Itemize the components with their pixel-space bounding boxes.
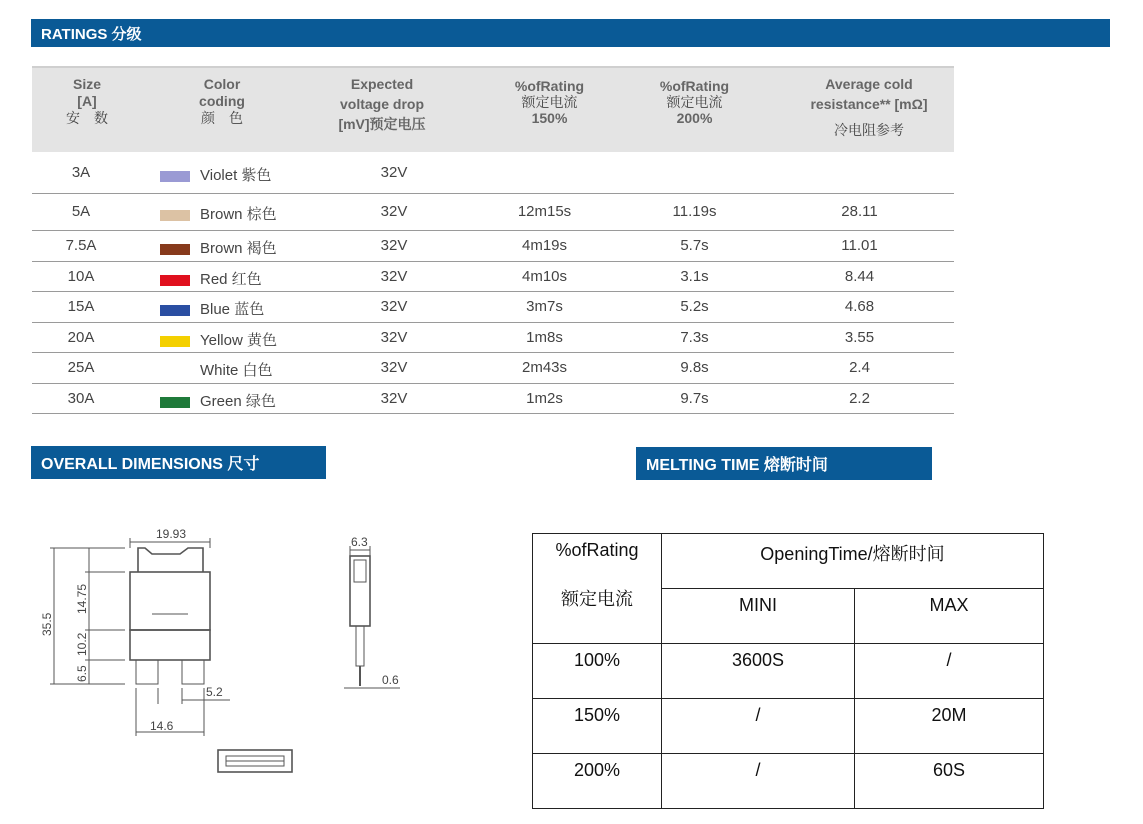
rating-200-time: 7.3s — [680, 329, 709, 346]
melt-max: 20M — [855, 699, 1044, 754]
rating-color — [160, 329, 277, 350]
ratings-row — [32, 194, 954, 231]
melt-min: / — [662, 754, 855, 809]
color-name: Green 绿色 — [200, 393, 276, 410]
rating-200-time: 5.2s — [680, 298, 709, 315]
dimensions-title: OVERALL DIMENSIONS 尺寸 — [31, 446, 326, 479]
ratings-rows — [32, 152, 954, 414]
dimensions-drawing — [40, 518, 440, 780]
melt-min-header: MINI — [662, 589, 855, 644]
rating-size: 20A — [67, 329, 95, 346]
melt-opening-header: OpeningTime/熔断时间 — [662, 534, 1044, 589]
rating-200-time: 5.7s — [680, 237, 709, 254]
header-r150-cn: 额定电流 — [521, 94, 578, 110]
ratings-row — [32, 292, 954, 323]
header-voltage-line3: [mV]预定电压 — [338, 116, 426, 132]
header-rating-150 — [487, 78, 612, 126]
rating-voltage: 32V — [380, 298, 408, 315]
melt-rating: 100% — [533, 644, 662, 699]
rating-resistance: 4.68 — [844, 298, 875, 315]
header-size-line1: Size — [72, 76, 101, 92]
dim-height-body: 14.75 — [75, 583, 89, 614]
rating-200-time: 9.7s — [680, 390, 709, 407]
rating-size: 7.5A — [65, 237, 97, 254]
ratings-row — [32, 262, 954, 292]
color-swatch — [160, 305, 190, 316]
rating-color — [160, 237, 277, 258]
rating-150-time: 12m15s — [517, 203, 572, 220]
color-swatch — [160, 210, 190, 221]
rating-resistance: 2.4 — [849, 359, 870, 376]
melt-min: / — [662, 699, 855, 754]
header-r200-line3: 200% — [676, 110, 713, 126]
color-name: Brown 褐色 — [200, 240, 277, 257]
color-swatch — [160, 336, 190, 347]
rating-150-time: 4m10s — [521, 268, 568, 285]
rating-150-time: 4m19s — [521, 237, 568, 254]
dim-height-blade: 6.5 — [75, 665, 89, 682]
rating-200-time: 9.8s — [680, 359, 709, 376]
fuse-bottom-view — [218, 750, 292, 772]
rating-color — [160, 359, 273, 380]
ratings-row — [32, 384, 954, 414]
rating-size: 15A — [67, 298, 95, 315]
rating-resistance: 28.11 — [841, 203, 878, 220]
color-swatch — [160, 275, 190, 286]
melt-rating-header-line1: %ofRating — [555, 540, 639, 560]
melt-max-header: MAX — [855, 589, 1044, 644]
rating-150-time: 1m8s — [526, 329, 563, 346]
rating-size: 10A — [67, 268, 95, 285]
header-voltage-line2: voltage drop — [339, 96, 424, 112]
rating-size: 30A — [67, 390, 95, 407]
rating-voltage: 32V — [380, 203, 408, 220]
dim-height-total: 35.5 — [40, 612, 54, 636]
melt-rating-header — [533, 534, 662, 644]
header-size — [32, 76, 142, 127]
fuse-front-view — [130, 548, 210, 684]
header-resistance-line1: Average cold — [825, 76, 913, 92]
rating-size: 25A — [67, 359, 95, 376]
color-swatch — [160, 244, 190, 255]
rating-resistance: 8.44 — [844, 268, 875, 285]
dim-width-top: 19.93 — [156, 527, 187, 541]
rating-200-time: 11.19s — [672, 203, 717, 220]
melt-row — [533, 754, 1044, 809]
melting-time-table — [532, 533, 1044, 809]
rating-color — [160, 390, 276, 411]
rating-voltage: 32V — [380, 268, 408, 285]
rating-size: 3A — [71, 164, 91, 181]
header-resistance — [784, 74, 954, 140]
rating-150-time: 3m7s — [526, 298, 563, 315]
rating-size: 5A — [71, 203, 91, 220]
rating-color — [160, 298, 264, 319]
dim-blade-gap: 5.2 — [206, 685, 223, 699]
rating-voltage: 32V — [380, 359, 408, 376]
header-resistance-line2: resistance** [mΩ] — [810, 96, 928, 112]
rating-color — [160, 268, 262, 289]
rating-resistance: 2.2 — [849, 390, 870, 407]
header-color-cn: 颜 色 — [201, 110, 243, 126]
melting-time-title: MELTING TIME 熔断时间 — [636, 447, 932, 480]
ratings-title: RATINGS 分级 — [31, 19, 1110, 47]
rating-resistance: 3.55 — [844, 329, 875, 346]
header-r200-line1: %ofRating — [659, 78, 730, 94]
ratings-table — [32, 66, 954, 414]
header-r150-line1: %ofRating — [514, 78, 585, 94]
rating-150-time: 2m43s — [521, 359, 568, 376]
color-name: Red 红色 — [200, 271, 262, 288]
color-swatch — [160, 397, 190, 408]
ratings-row — [32, 323, 954, 353]
dim-blade-span: 14.6 — [150, 719, 174, 733]
dim-blade-thickness: 0.6 — [382, 673, 399, 687]
melt-max: / — [855, 644, 1044, 699]
dim-thickness: 6.3 — [351, 535, 368, 549]
rating-color — [160, 203, 277, 224]
rating-voltage: 32V — [380, 237, 408, 254]
header-voltage — [317, 74, 447, 134]
fuse-side-view — [344, 546, 400, 688]
ratings-row — [32, 231, 954, 262]
melt-row — [533, 699, 1044, 754]
rating-voltage: 32V — [380, 390, 408, 407]
header-color-line1: Color — [203, 76, 241, 92]
dim-height-mid: 10.2 — [75, 632, 89, 656]
melt-rating: 150% — [533, 699, 662, 754]
rating-150-time: 1m2s — [526, 390, 563, 407]
ratings-row — [32, 152, 954, 194]
color-name: Yellow 黄色 — [200, 332, 277, 349]
rating-voltage: 32V — [380, 329, 408, 346]
header-r200-cn: 额定电流 — [666, 94, 723, 110]
rating-resistance: 11.01 — [841, 237, 878, 254]
color-swatch — [160, 366, 190, 377]
header-size-cn: 安 数 — [66, 110, 108, 126]
header-r150-line3: 150% — [531, 110, 568, 126]
color-name: Blue 蓝色 — [200, 301, 265, 318]
melt-rating-header-line2: 额定电流 — [561, 589, 633, 609]
melt-min: 3600S — [662, 644, 855, 699]
color-name: White 白色 — [200, 362, 273, 379]
color-name: Brown 棕色 — [200, 206, 277, 223]
ratings-row — [32, 353, 954, 384]
melt-rating: 200% — [533, 754, 662, 809]
header-color — [162, 76, 282, 127]
header-resistance-cn: 冷电阻参考 — [834, 122, 904, 138]
melt-max: 60S — [855, 754, 1044, 809]
rating-200-time: 3.1s — [680, 268, 709, 285]
header-rating-200 — [632, 78, 757, 126]
rating-voltage: 32V — [380, 164, 408, 181]
rating-color — [160, 164, 271, 185]
color-name: Violet 紫色 — [200, 167, 272, 184]
color-swatch — [160, 171, 190, 182]
header-voltage-line1: Expected — [350, 76, 414, 92]
header-color-line2: coding — [199, 93, 245, 109]
melt-row — [533, 644, 1044, 699]
ratings-header-row — [32, 66, 954, 152]
header-size-line2: [A] — [77, 93, 97, 109]
